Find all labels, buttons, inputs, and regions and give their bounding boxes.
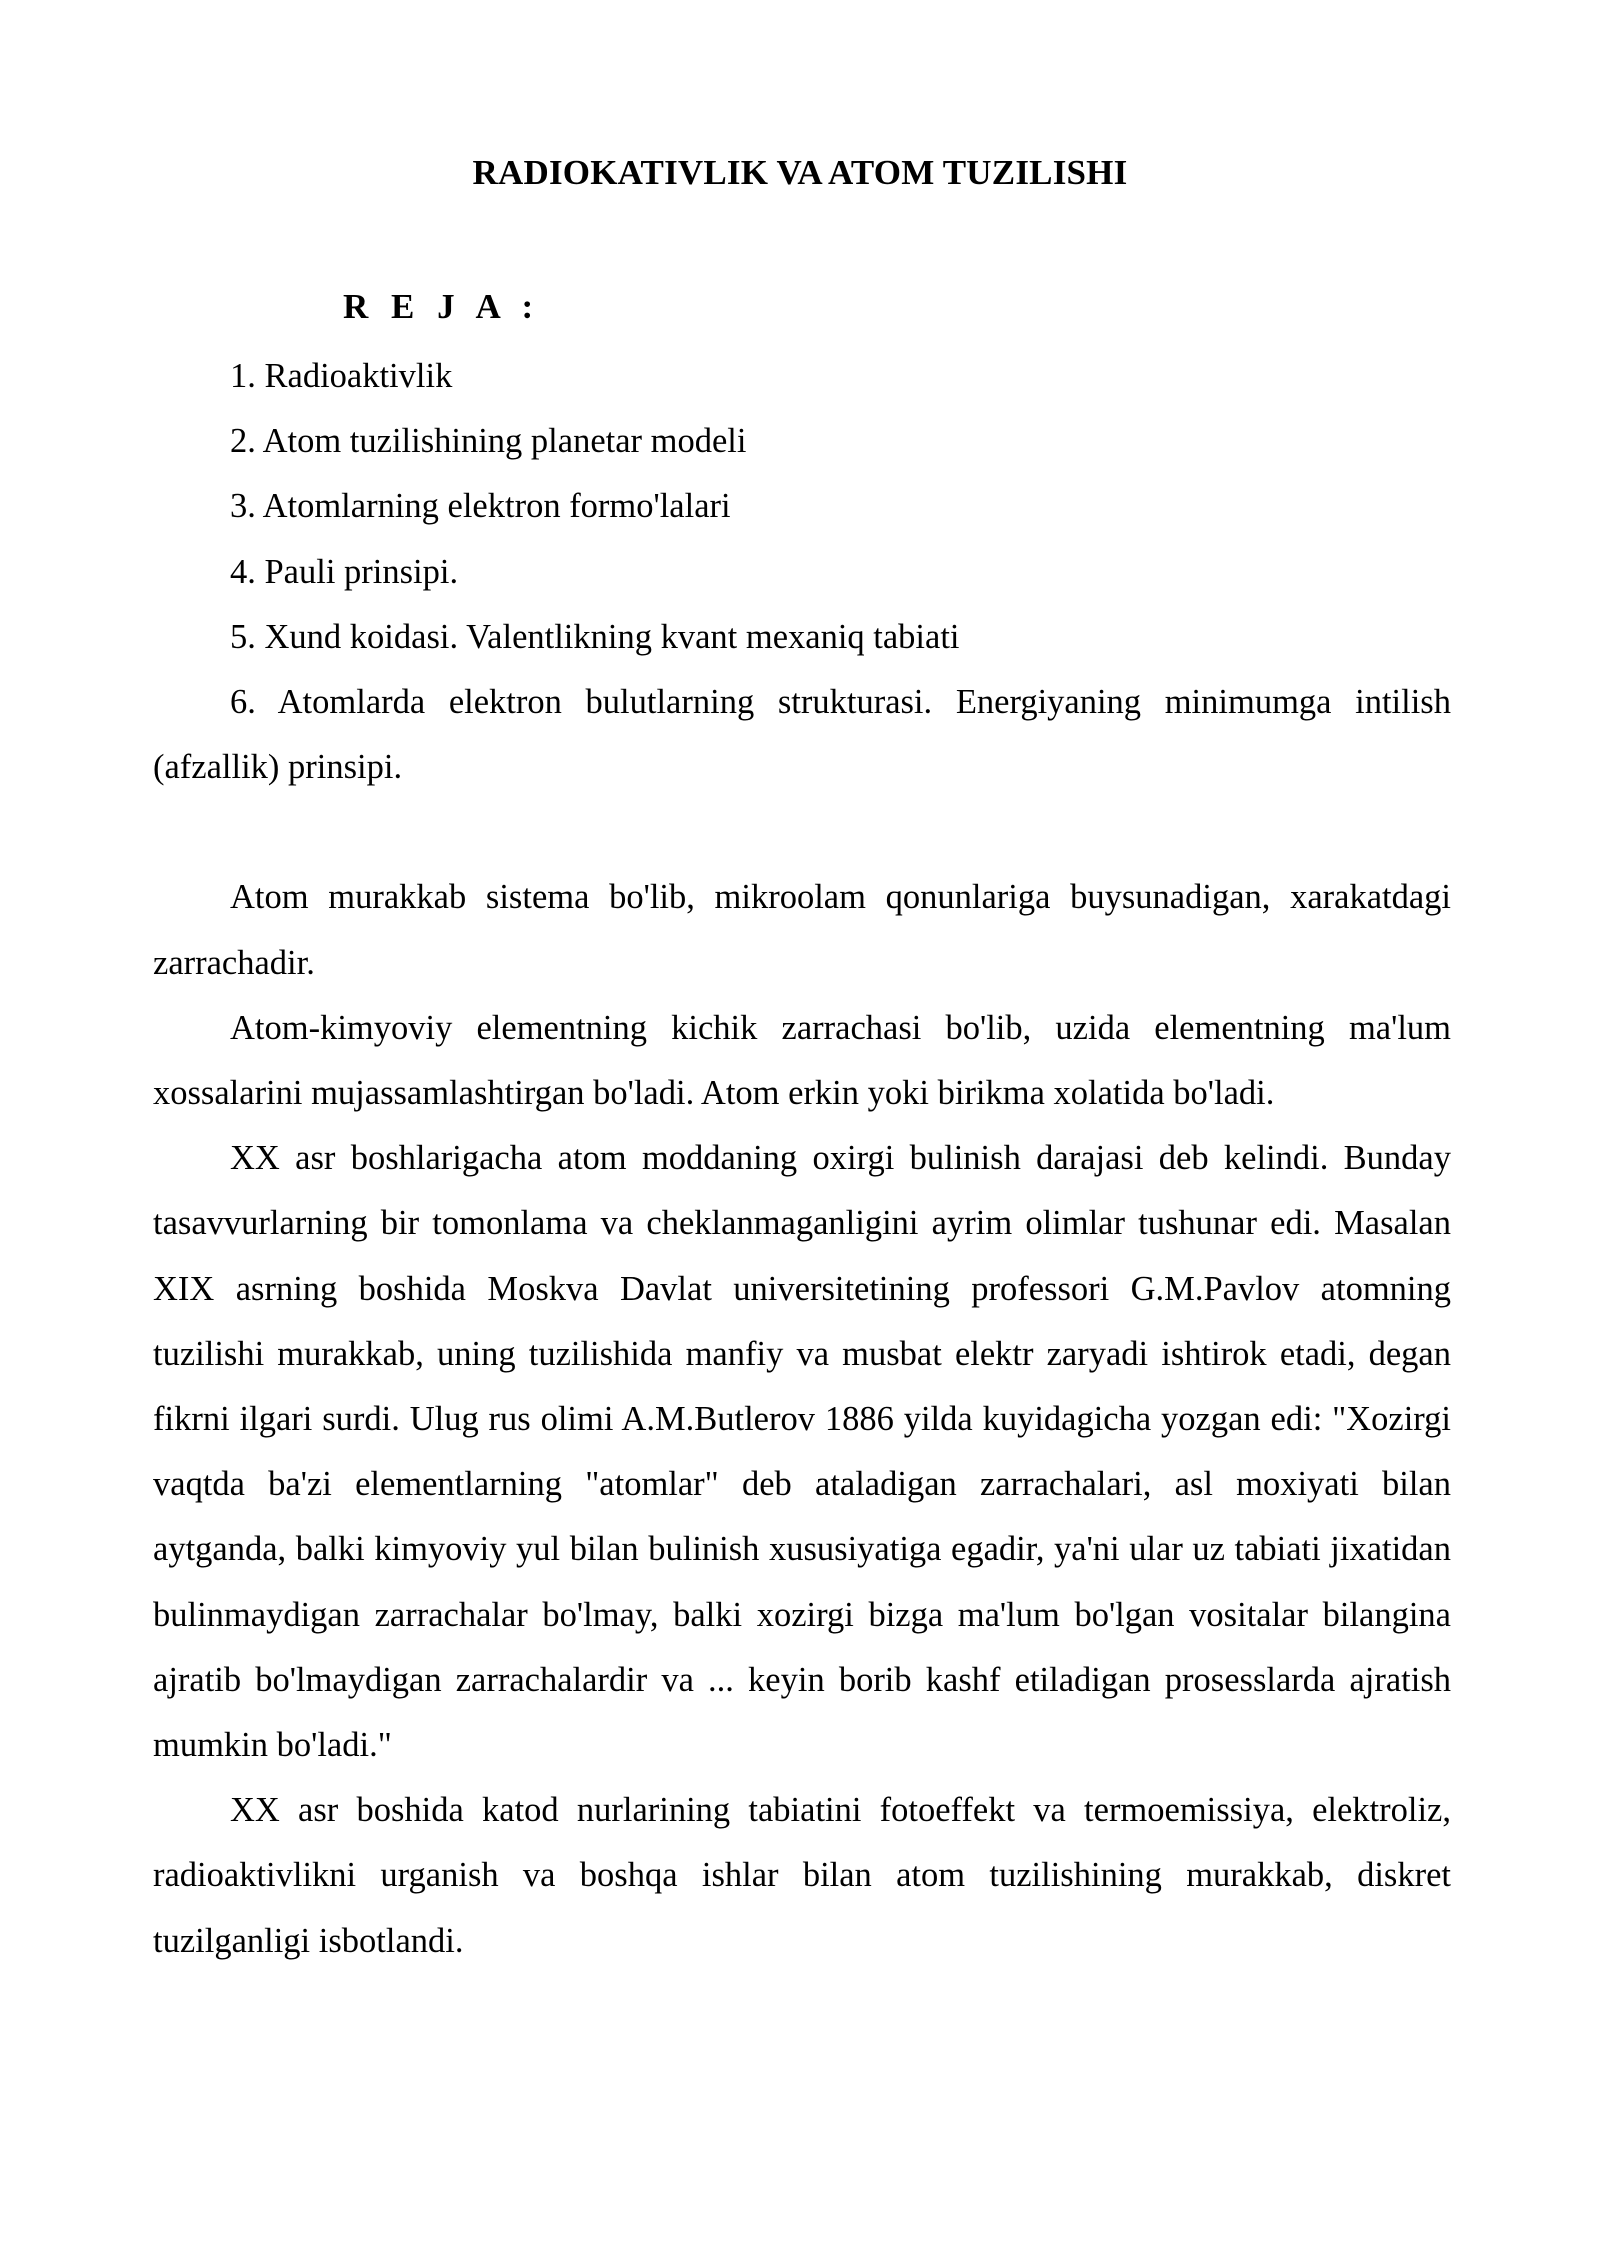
section-spacer [153, 800, 1451, 865]
document-title: RADIOKATIVLIK VA ATOM TUZILISHI [472, 153, 1128, 192]
body-paragraph-2: Atom-kimyoviy elementning kichik zarrachasi bo'lib, uzida elementning ma'lum xossalarini mujassamlashtirgan bo'ladi. Atom erkin yoki birikma xolatida bo'ladi. [153, 1008, 1451, 1113]
plan-item-6: 6. Atomlarda elektron bulutlarning strukturasi. Energiyaning minimumga intilish (afzallik) prinsipi. [153, 683, 1451, 787]
plan-heading: R E J A : [343, 287, 541, 326]
plan-item-5: 5. Xund koidasi. Valentlikning kvant mexaniq tabiati [230, 617, 960, 656]
document-body [153, 344, 1451, 1974]
body-paragraph-3: XX asr boshlarigacha atom moddaning oxirgi bulinish darajasi deb kelindi. Bunday tasavvurlarning bir tomonlama va cheklanmaganligini ayrim olimlar tushunar edi. Masalan XIX asrning boshida Moskva Davlat universitetining professori G.M.Pavlov atomning tuzilishi murakkab, uning tuzilishida manfiy va musbat elektr zaryadi ishtirok etadi, degan fikrni ilgari surdi. Ulug rus olimi A.M.Butlerov 1886 yilda kuyidagicha yozgan edi: "Xozirgi vaqtda ba'zi elementlarning "atomlar" deb ataladigan zarrachalari, asl moxiyati bilan aytganda, balki kimyoviy yul bilan bulinish xususiyatiga egadir, ya'ni ular uz tabiati jixatidan bulinmaydigan zarrachalar bo'lmay, balki xozirgi bizga ma'lum bo'lgan vositalar bilangina ajratib bo'lmaydigan zarrachalardir va ... keyin borib kashf etiladigan prosesslarda ajratish mumkin bo'ladi." [153, 1139, 1451, 1765]
plan-item-1: 1. Radioaktivlik [230, 357, 453, 395]
body-paragraph-1: Atom murakkab sistema bo'lib, mikroolam qonunlariga buysunadigan, xarakatdagi zarrachadir. [153, 878, 1451, 982]
plan-item-4: 4. Pauli prinsipi. [230, 552, 459, 591]
plan-item-3: 3. Atomlarning elektron formo'lalari [230, 487, 731, 526]
plan-item-2: 2. Atom tuzilishining planetar modeli [230, 422, 747, 461]
body-paragraph-4: XX asr boshida katod nurlarining tabiatini fotoeffekt va termoemissiya, elektroliz, radioaktivlikni urganish va boshqa ishlar bilan atom tuzilishining murakkab, diskret tuzilganligi isbotlandi. [153, 1791, 1451, 1960]
